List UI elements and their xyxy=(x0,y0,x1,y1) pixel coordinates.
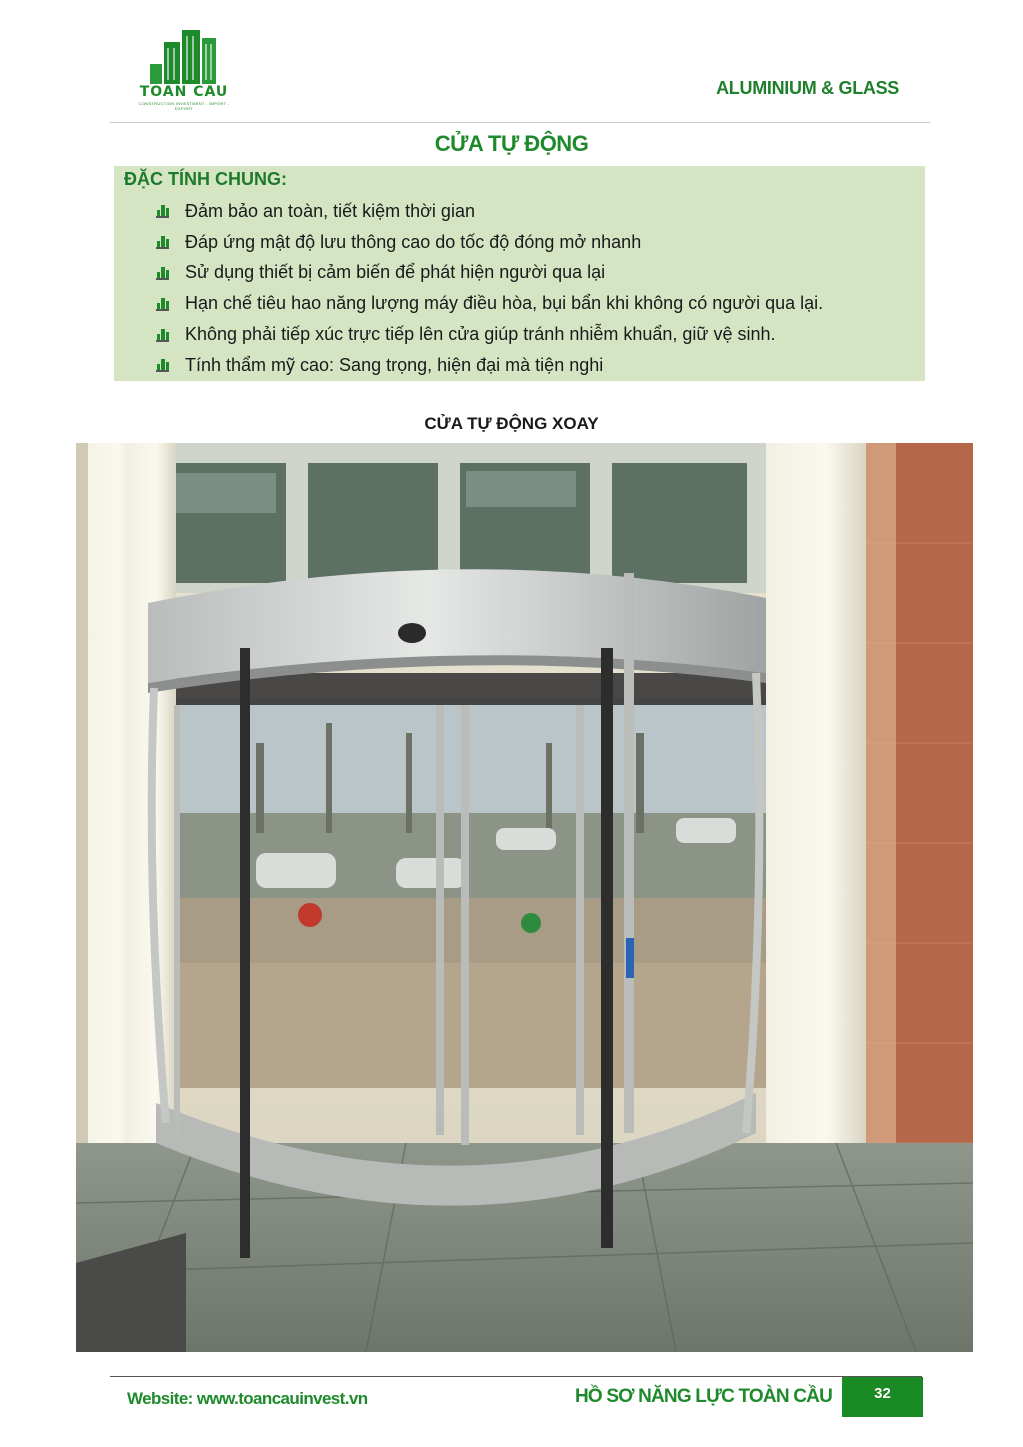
building-bullet-icon xyxy=(156,328,169,342)
feature-text: Sử dụng thiết bị cảm biến để phát hiện người qua lại xyxy=(185,262,606,283)
list-item xyxy=(156,288,823,319)
building-bullet-icon xyxy=(156,235,169,249)
feature-text: Hạn chế tiêu hao năng lượng máy điều hòa, bụi bẩn khi không có người qua lại. xyxy=(185,293,824,314)
logo-name: TOAN CAU xyxy=(139,84,229,100)
features-panel xyxy=(114,166,925,381)
feature-text: Tính thẩm mỹ cao: Sang trọng, hiện đại mà tiện nghi xyxy=(185,354,604,375)
feature-list xyxy=(156,196,823,381)
footer-profile-title: HỒ SƠ NĂNG LỰC TOÀN CẦU xyxy=(574,1386,832,1407)
list-item xyxy=(156,319,823,350)
footer-divider xyxy=(110,1376,922,1377)
list-item xyxy=(156,196,823,227)
building-bullet-icon xyxy=(156,297,169,311)
features-heading: ĐẶC TÍNH CHUNG: xyxy=(124,169,287,189)
building-bullet-icon xyxy=(156,358,169,372)
list-item xyxy=(156,258,823,289)
building-bullet-icon xyxy=(156,204,169,218)
logo-tagline: CONSTRUCTION INVESTMENT - IMPORT - EXPORT xyxy=(138,101,230,111)
header-divider xyxy=(110,122,930,123)
building-bullet-icon xyxy=(156,266,169,280)
photo-caption: CỬA TỰ ĐỘNG XOAY xyxy=(424,414,599,433)
feature-text: Không phải tiếp xúc trực tiếp lên cửa giúp tránh nhiễm khuẩn, giữ vệ sinh. xyxy=(185,324,776,345)
feature-text: Đáp ứng mật độ lưu thông cao do tốc độ đóng mở nhanh xyxy=(185,231,642,252)
list-item xyxy=(156,227,823,258)
page-number: 32 xyxy=(842,1377,923,1417)
list-item xyxy=(156,350,823,381)
page-title: CỬA TỰ ĐỘNG xyxy=(434,131,589,156)
revolving-door-photo xyxy=(76,443,973,1352)
header-category: ALUMINIUM & GLASS xyxy=(716,78,899,98)
footer-website[interactable]: Website: www.toancauinvest.vn xyxy=(127,1389,368,1408)
feature-text: Đảm bảo an toàn, tiết kiệm thời gian xyxy=(185,200,475,221)
